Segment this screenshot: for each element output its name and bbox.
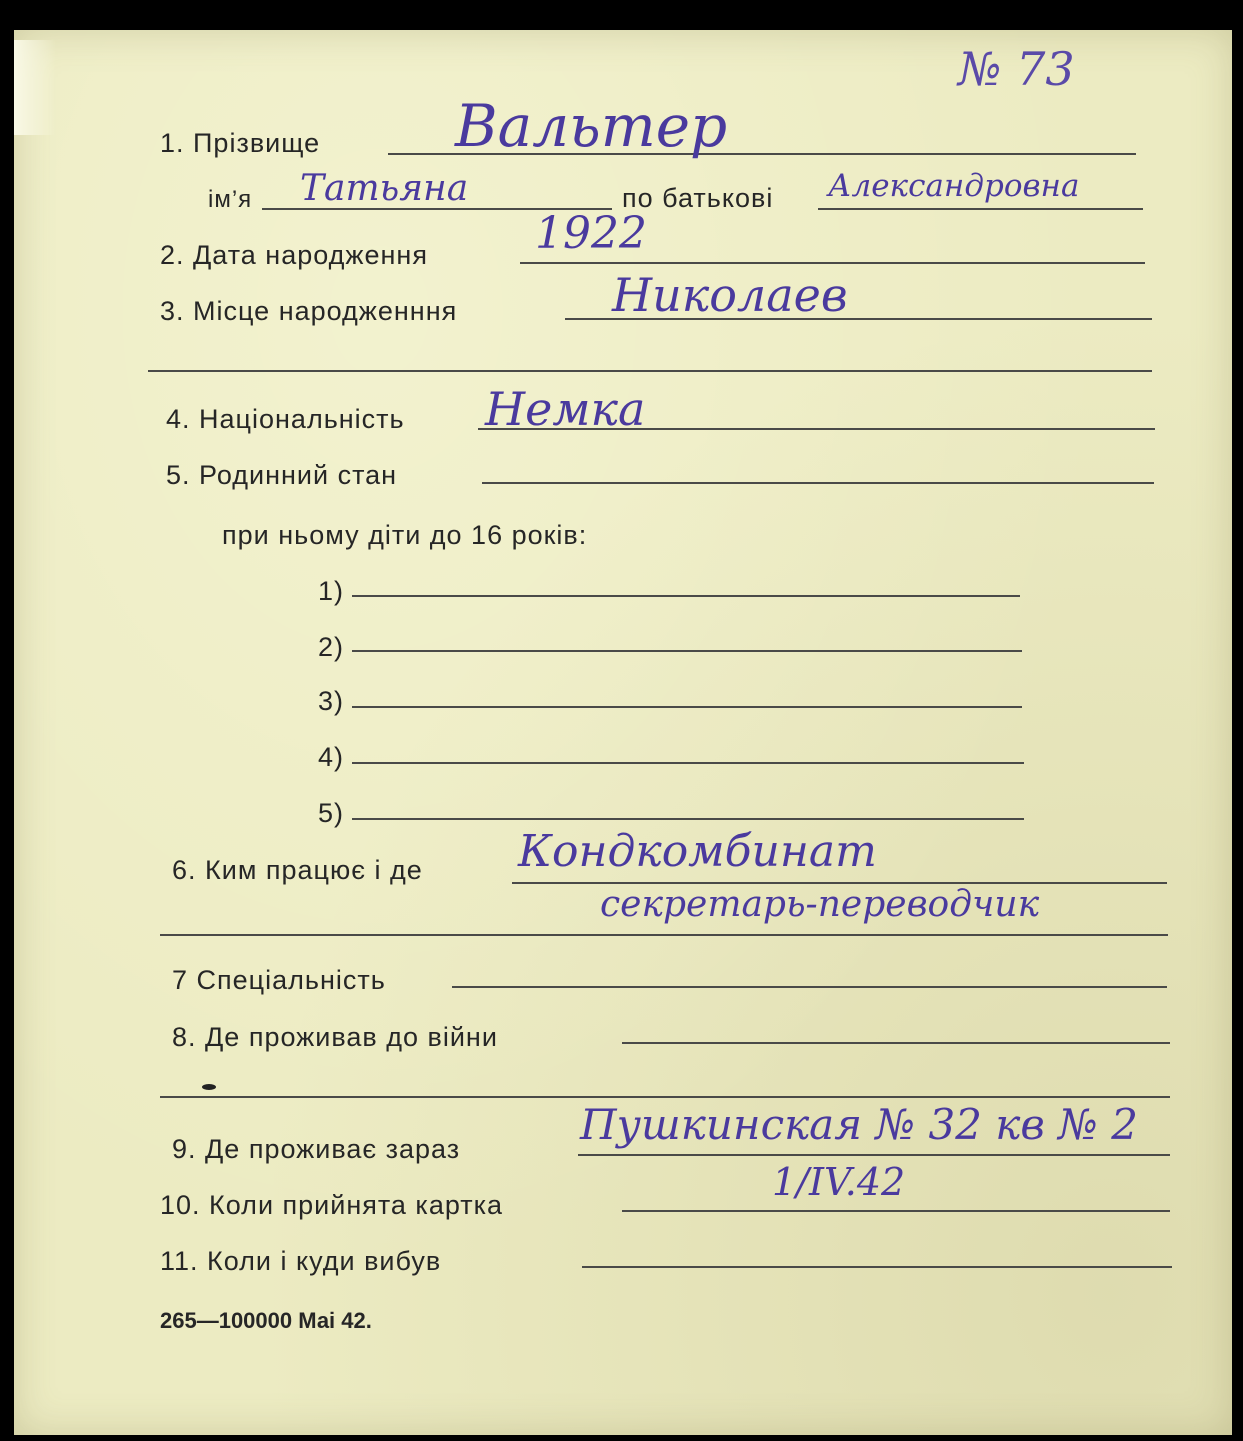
child-number: 2) [318,632,345,662]
child-line [352,595,1020,597]
child-number: 3) [318,686,345,716]
surname-label: 1. Прізвище [160,128,321,158]
work-label: 6. Ким працює і де [172,855,423,885]
family-status-label: 5. Родинний стан [166,460,398,490]
number-mark: № 73 [958,42,1075,96]
child-number: 1) [318,576,345,606]
child-number: 5) [318,798,345,828]
prewar-residence-line [622,1042,1170,1044]
nationality-value: Немка [485,382,646,436]
child-line [352,762,1024,764]
paper-speck [202,1084,216,1090]
specialty-line [452,986,1167,988]
paper-fold [14,40,56,135]
prewar-residence-label: 8. Де проживав до війни [172,1022,498,1052]
prewar-residence-line-2 [160,1096,1170,1098]
birth-date-line [520,262,1145,264]
current-residence-line [578,1154,1170,1156]
address-value: Пушкинская № 32 кв № 2 [580,1100,1138,1149]
patronymic-value: Александровна [828,168,1080,204]
birth-date-label: 2. Дата народження [160,240,428,270]
family-status-line [482,482,1154,484]
child-line [352,706,1022,708]
name-label: ім’я [208,186,253,213]
work-position-value: секретарь-переводчик [600,884,1040,925]
card-date-label: 10. Коли прийнята картка [160,1190,504,1220]
child-line [352,818,1024,820]
specialty-label: 7 Спеціальність [172,965,386,995]
work-place-value: Кондкомбинат [518,826,877,877]
current-residence-label: 9. Де проживає зараз [172,1134,461,1164]
card-date-value: 1/IV.42 [772,1160,906,1204]
birthplace-value: Николаев [612,268,848,322]
birthplace-label: 3. Місце народженння [160,296,458,326]
work-line-2 [160,934,1168,936]
patronymic-label: по батькові [622,183,774,213]
card-date-line [622,1210,1170,1212]
birth-year-value: 1922 [535,208,647,259]
departure-label: 11. Коли і куди вибув [160,1246,442,1276]
nationality-label: 4. Національність [166,404,405,434]
children-label: при ньому діти до 16 років: [222,520,588,550]
child-number: 4) [318,742,345,772]
patronymic-line [818,208,1143,210]
surname-value: Вальтер [455,92,728,160]
birthplace-line-2 [148,370,1152,372]
name-value: Татьяна [300,168,469,209]
print-footer: 265—100000 Маі 42. [160,1308,372,1333]
child-line [352,650,1022,652]
departure-line [582,1266,1172,1268]
